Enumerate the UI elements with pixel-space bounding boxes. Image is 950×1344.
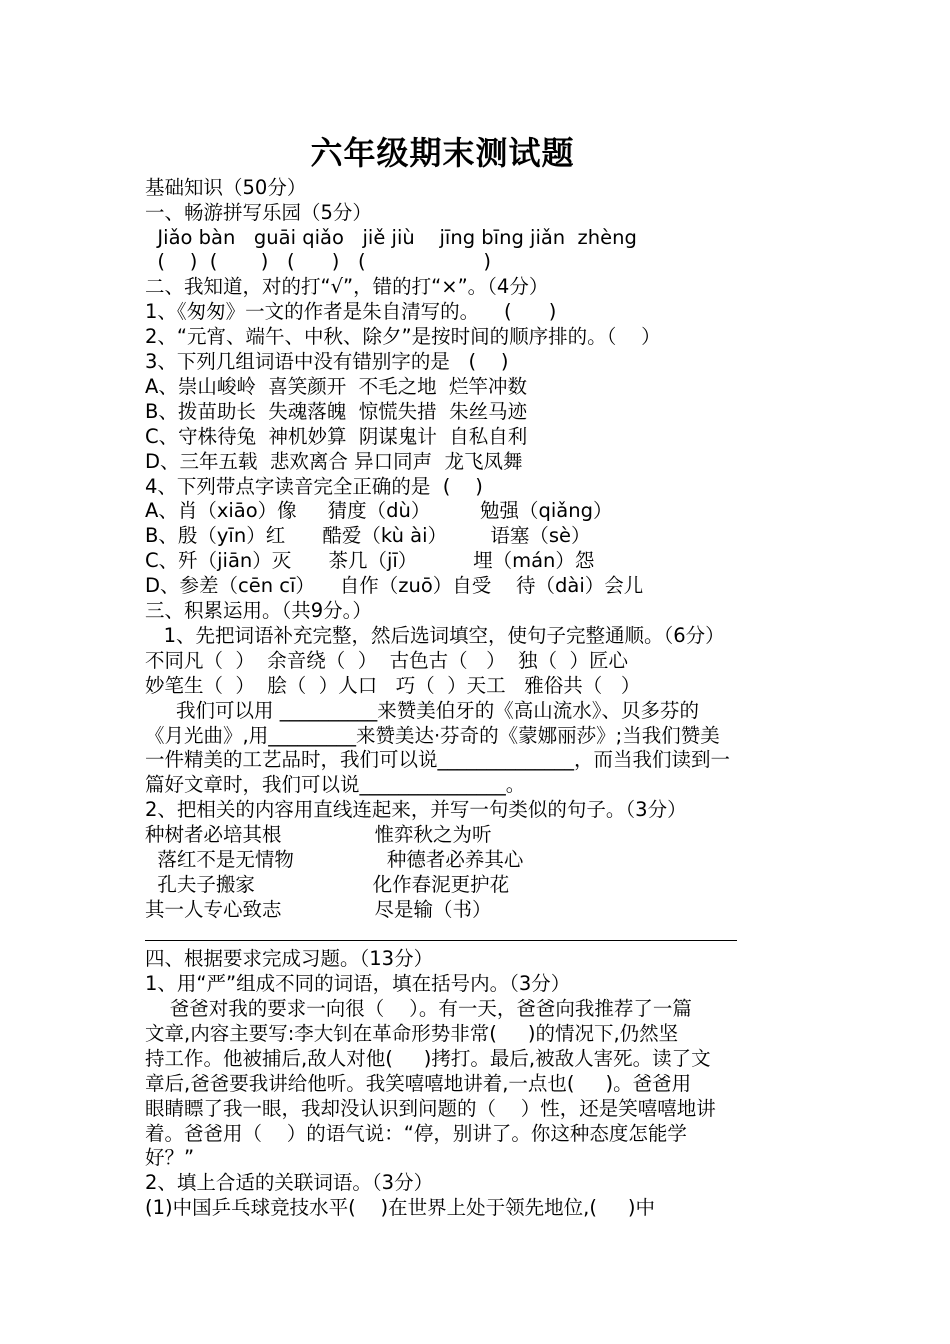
question-line: 2、填上合适的关联词语。（3分） [145,1171,434,1194]
pinyin-line: Jiǎo bàn guāi qiǎo jiě jiù jīng bīng jiǎn zhèng [145,226,637,249]
option-line: D、参差（cēn cī） 自作（zuō）自受 待（dài）会儿 [145,574,644,597]
paragraph-line: 持工作。他被捕后,敌人对他( )拷打。最后,被敌人害死。读了文 [145,1047,711,1070]
idiom-fill-line: 不同凡（ ） 余音绕（ ） 古色古（ ） 独（ ）匠心 [145,649,628,672]
paragraph-line: 一件精美的工艺品时，我们可以说______________，而当我们读到一 [145,748,731,771]
question-line: 2、“元宵、端午、中秋、除夕”是按时间的顺序排的。（ ） [145,325,661,348]
question-line: 2、把相关的内容用直线连起来，并写一句类似的句子。（3分） [145,798,687,821]
question-line: 1、用“严”组成不同的词语，填在括号内。（3分） [145,972,571,995]
paragraph-line: 着。爸爸用（ ）的语气说：“停，别讲了。你这种态度怎能学 [145,1122,687,1145]
question-line: 4、下列带点字读音完全正确的是 ( ) [145,475,483,498]
answer-underline [145,940,737,941]
matching-line: 种树者必培其根 惟弈秋之为听 [145,823,492,846]
option-line: B、拨苗助长 失魂落魄 惊慌失措 朱丝马迹 [145,400,528,423]
option-line: C、守株待兔 神机妙算 阴谋鬼计 自私自利 [145,425,528,448]
section-4-heading: 四、根据要求完成习题。（13分） [145,947,434,970]
section-2-heading: 二、我知道，对的打“√”，错的打“×”。（4分） [145,275,549,298]
option-line: A、肖（xiāo）像 猜度（dù） 勉强（qiǎng） [145,499,613,522]
paragraph-line: 眼睛瞟了我一眼，我却没认识到问题的（ ）性，还是笑嘻嘻地讲 [145,1097,716,1120]
pinyin-answer-brackets: ( ) ( ) ( ) ( ) [145,250,491,273]
page-title: 六年级期末测试题 [310,134,575,172]
question-line: 3、下列几组词语中没有错别字的是 ( ) [145,350,509,373]
matching-line: 其一人专心致志 尽是输（书） [145,898,492,921]
question-line: 1、《匆匆》一文的作者是朱自清写的。 ( ) [145,300,557,323]
question-line: (1)中国乒乓球竞技水平( )在世界上处于领先地位,( )中 [145,1196,656,1219]
question-line: 1、先把词语补充完整，然后选词填空，使句子完整通顺。（6分） [145,624,725,647]
paragraph-line: 我们可以用 __________来赞美伯牙的《高山流水》、贝多芬的 [145,699,699,722]
matching-line: 落红不是无情物 种德者必养其心 [145,848,524,871]
matching-line: 孔夫子搬家 化作春泥更护花 [145,873,510,896]
option-line: A、崇山峻岭 喜笑颜开 不毛之地 烂竿冲数 [145,375,528,398]
section-3-heading: 三、积累运用。（共9分。） [145,599,372,622]
option-line: D、三年五载 悲欢离合 异口同声 龙飞凤舞 [145,450,523,473]
paragraph-line: 爸爸对我的要求一向很（ ）。有一天，爸爸向我推荐了一篇 [145,997,692,1020]
option-line: C、歼（jiān）灭 茶几（jī） 埋（mán）怨 [145,549,595,572]
section-basic-knowledge: 基础知识（50分） [145,176,307,199]
paragraph-line: 章后,爸爸要我讲给他听。我笑嘻嘻地讲着,一点也( )。爸爸用 [145,1072,692,1095]
paragraph-line: 篇好文章时，我们可以说_______________。 [145,773,526,796]
paragraph-line: 好？” [145,1146,195,1169]
section-1-heading: 一、畅游拼写乐园（5分） [145,201,372,224]
paragraph-line: 文章,内容主要写:李大钊在革命形势非常( )的情况下,仍然坚 [145,1022,679,1045]
option-line: B、殷（yīn）红 酷爱（kù ài） 语塞（sè） [145,524,591,547]
idiom-fill-line: 妙笔生（ ） 脍（ ）人口 巧（ ）天工 雅俗共（ ） [145,674,641,697]
paragraph-line: 《月光曲》,用_________来赞美达·芬奇的《蒙娜丽莎》;当我们赞美 [145,724,720,747]
